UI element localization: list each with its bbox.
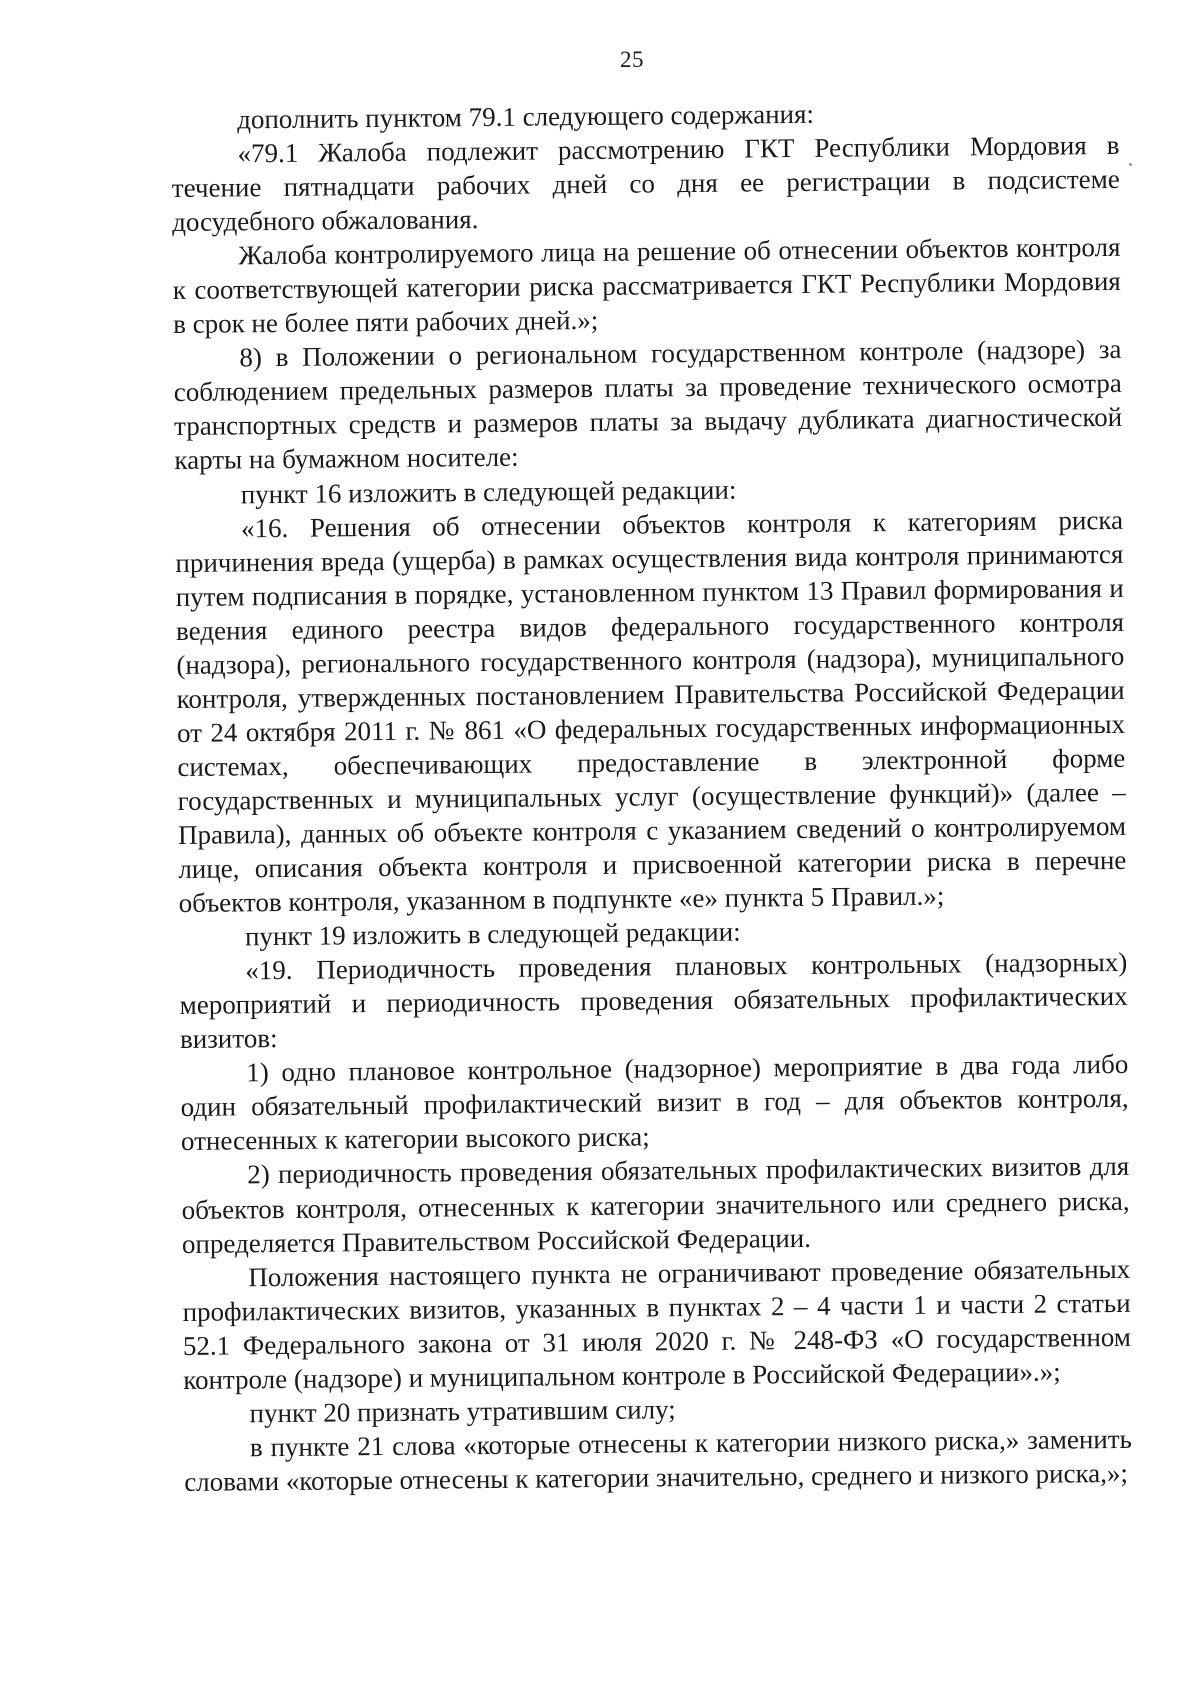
paragraph-add-item-79-1: дополнить пунктом 79.1 следующего содержания: [237,98,815,135]
document-body [171,94,1132,1499]
paragraph-provisions-note: Положения настоящего пункта не ограничивают проведение обязательных профилактических визитов, указанных в пунктах 2 – 4 части 1 и части 2 статьи 52.1 Федерального закона от 31 июля 2020 г. № 248-ФЗ «О государственном контроле (надзоре) и муниципальном контроле в Российской Федерации».»; [182,1253,1132,1395]
paragraph-item-19-text: «19. Периодичность проведения плановых контрольных (надзорных) мероприятий и периодичность проведения обязательных профилактических визитов: [179,947,1128,1055]
paragraph-subitem-2: 2) периодичность проведения обязательных профилактических визитов для объектов контроля, отнесенных к категории значительного или среднего риска, определяется Правительством Российской Федерации. [181,1151,1130,1259]
page-number: 25 [620,47,644,72]
paragraph-item-16-intro: пункт 16 изложить в следующей редакции: [240,474,737,509]
paragraph-item-20-repeal: пункт 20 признать утратившим силу; [249,1393,676,1429]
paragraph-item-21-amend: в пункте 21 слова «которые отнесены к категории низкого риска,» заменить словами «которые отнесены к категории значительно, среднего и низкого риска,»; [184,1423,1133,1497]
paragraph-subitem-1: 1) одно плановое контрольное (надзорное) мероприятие в два года либо один обязательный профилактический визит в год – для объектов контроля, отнесенных к категории высокого риска; [180,1049,1129,1157]
paragraph-item-8-regulation: 8) в Положении о региональном государственном контроле (надзоре) за соблюдением предельных размеров платы за проведение технического осмотра транспортных средств и размеров платы за выдачу дубликата диагностической карты на бумажном носителе: [173,334,1123,476]
scan-speck [1129,163,1132,166]
paragraph-item-79-1-text: «79.1 Жалоба подлежит рассмотрению ГКТ Республики Мордовия в течение пятнадцати рабочих дней со дня ее регистрации в подсистеме досудебного обжалования. [171,129,1120,238]
paragraph-item-16-text: «16. Решения об отнесении объектов контроля к категориям риска причинения вреда (ущерба) в рамках осуществления вида контроля принимаются путем подписания в порядке, установленном пунктом 13 Правил формирования и ведения единого реестра видов федерального государственного контроля (надзора), регионального государственного контроля (надзора), муниципального контроля, утвержденных постановлением Правительства Российской Федерации от 24 октября 2011 г. № 861 «О федеральных государственных информационных системах, обеспечивающих предоставление в электронной форме государственных и муниципальных услуг (осуществление функций)» (далее – Правила), данных об объекте контроля с указанием сведений о контролируемом лице, описания объекта контроля и присвоенной категории риска в перечне объектов контроля, указанном в подпункте «е» пункта 5 Правил.»; [175,504,1127,919]
paragraph-item-19-intro: пункт 19 изложить в следующей редакции: [244,916,741,952]
paragraph-complaint-risk-category: Жалоба контролируемого лица на решение об отнесении объектов контроля к соответствующей категории риска рассматривается ГКТ Республики Мордовия в срок не более пяти рабочих дней.»; [172,232,1121,340]
